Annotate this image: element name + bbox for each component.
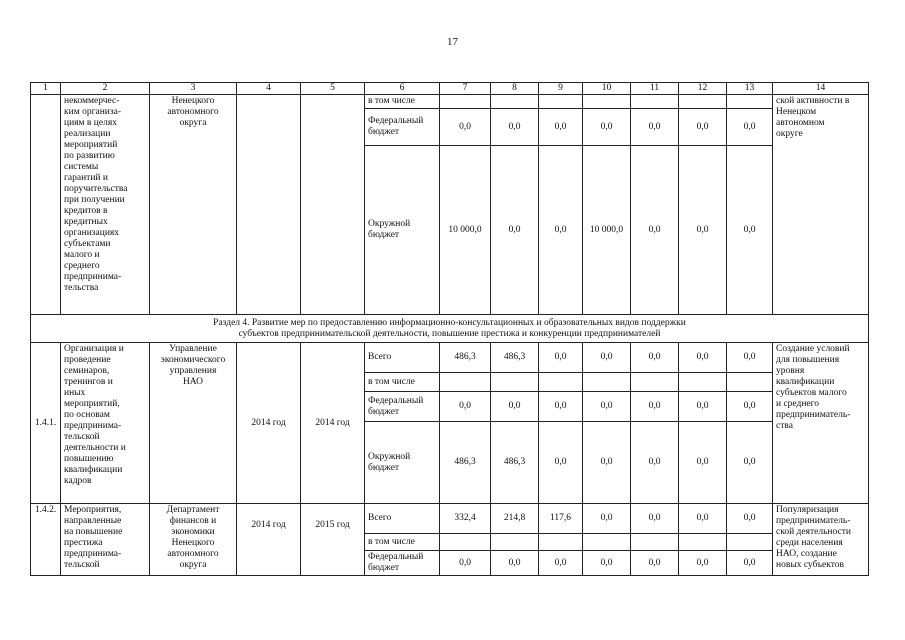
value-cell: 0,0 [631, 109, 679, 146]
funding-source: Всего [365, 343, 440, 373]
column-number-row [31, 83, 869, 95]
executor: Управление экономического управления НАО [150, 343, 237, 504]
column-header: 9 [539, 83, 583, 95]
value-cell: 0,0 [679, 146, 727, 315]
value-cell: 0,0 [679, 422, 727, 504]
value-cell: 0,0 [583, 504, 631, 534]
column-header: 12 [679, 83, 727, 95]
value-cell [583, 373, 631, 392]
value-cell [539, 373, 583, 392]
value-cell [440, 534, 491, 551]
value-cell: 0,0 [631, 392, 679, 422]
value-cell: 0,0 [727, 504, 773, 534]
end-year: 2014 год [301, 343, 365, 504]
value-cell: 0,0 [583, 422, 631, 504]
value-cell: 486,3 [491, 422, 539, 504]
funding-source: в том числе [365, 95, 440, 109]
value-cell: 0,0 [539, 392, 583, 422]
column-header: 11 [631, 83, 679, 95]
column-header: 10 [583, 83, 631, 95]
value-cell: 486,3 [491, 343, 539, 373]
table-row [31, 504, 869, 534]
value-cell: 0,0 [679, 109, 727, 146]
value-cell: 0,0 [491, 392, 539, 422]
column-header: 7 [440, 83, 491, 95]
column-header: 1 [31, 83, 61, 95]
value-cell: 0,0 [583, 343, 631, 373]
section-row [31, 315, 869, 343]
funding-source: Федеральный бюджет [365, 109, 440, 146]
start-year: 2014 год [237, 343, 301, 504]
expected-result: ской активности в Ненецком автономном округе [773, 95, 869, 315]
column-header: 3 [150, 83, 237, 95]
value-cell [491, 373, 539, 392]
value-cell: 0,0 [491, 109, 539, 146]
value-cell [631, 373, 679, 392]
value-cell: 0,0 [440, 109, 491, 146]
column-header: 6 [365, 83, 440, 95]
value-cell: 0,0 [539, 109, 583, 146]
value-cell: 0,0 [679, 551, 727, 576]
value-cell: 0,0 [631, 146, 679, 315]
value-cell [679, 95, 727, 109]
value-cell: 0,0 [631, 504, 679, 534]
value-cell: 214,8 [491, 504, 539, 534]
value-cell [727, 534, 773, 551]
value-cell: 332,4 [440, 504, 491, 534]
executor: Департамент финансов и экономики Ненецкого автономного округа [150, 504, 237, 576]
value-cell: 0,0 [727, 109, 773, 146]
value-cell: 0,0 [539, 551, 583, 576]
value-cell: 0,0 [727, 422, 773, 504]
column-header: 2 [61, 83, 150, 95]
value-cell: 0,0 [491, 551, 539, 576]
value-cell: 0,0 [679, 392, 727, 422]
funding-source: Окружной бюджет [365, 146, 440, 315]
value-cell [727, 95, 773, 109]
row-number: 1.4.2. [31, 504, 61, 576]
funding-source: Федеральный бюджет [365, 392, 440, 422]
value-cell [679, 373, 727, 392]
value-cell: 0,0 [583, 551, 631, 576]
value-cell: 0,0 [631, 422, 679, 504]
value-cell [539, 534, 583, 551]
measure-name: Мероприятия, направленные на повышение престижа предпринима- тельской [61, 504, 150, 576]
value-cell: 0,0 [679, 343, 727, 373]
value-cell: 0,0 [539, 343, 583, 373]
value-cell [631, 534, 679, 551]
value-cell: 0,0 [727, 551, 773, 576]
row-number: 1.4.1. [31, 343, 61, 504]
program-table [30, 82, 869, 576]
value-cell: 0,0 [679, 504, 727, 534]
executor: Ненецкого автономного округа [150, 95, 237, 315]
end-year: 2015 год [301, 504, 365, 576]
column-header: 5 [301, 83, 365, 95]
value-cell [679, 534, 727, 551]
value-cell: 10 000,0 [583, 146, 631, 315]
table-row [31, 95, 869, 109]
funding-source: в том числе [365, 373, 440, 392]
value-cell [539, 95, 583, 109]
value-cell: 0,0 [583, 109, 631, 146]
value-cell: 0,0 [440, 551, 491, 576]
start-year: 2014 год [237, 504, 301, 576]
column-header: 14 [773, 83, 869, 95]
value-cell [583, 95, 631, 109]
funding-source: Всего [365, 504, 440, 534]
value-cell: 0,0 [440, 392, 491, 422]
value-cell: 0,0 [491, 146, 539, 315]
value-cell [727, 373, 773, 392]
measure-name: некоммерчес- ким организа- циям в целях реализации мероприятий по развитию системы гарантий и поручительства при получении кредитов в кредитных организациях субъектами малого и среднего предпринима- тельства [61, 95, 150, 315]
value-cell: 10 000,0 [440, 146, 491, 315]
value-cell: 0,0 [583, 392, 631, 422]
column-header: 13 [727, 83, 773, 95]
value-cell [491, 534, 539, 551]
expected-result: Создание условий для повышения уровня квалификации субъектов малого и среднего предприниматель- ства [773, 343, 869, 504]
section-title: Раздел 4. Развитие мер по предоставлению информационно-консультационных и образовательных видов поддержки субъектов предпринимательской деятельности, повышение престижа и конкуренции предпринимателей [31, 315, 869, 343]
column-header: 4 [237, 83, 301, 95]
table-row [31, 343, 869, 373]
value-cell: 0,0 [727, 146, 773, 315]
value-cell: 486,3 [440, 343, 491, 373]
value-cell: 0,0 [727, 392, 773, 422]
column-header: 8 [491, 83, 539, 95]
value-cell: 0,0 [539, 146, 583, 315]
expected-result: Популяризация предприниматель- ской деятельности среди населения НАО, создание новых субъектов [773, 504, 869, 576]
value-cell [440, 95, 491, 109]
measure-name: Организация и проведение семинаров, тренингов и иных мероприятий, по основам предпринима- тельской деятельности и повышению квалификации кадров [61, 343, 150, 504]
value-cell: 0,0 [727, 343, 773, 373]
funding-source: в том числе [365, 534, 440, 551]
value-cell: 0,0 [631, 343, 679, 373]
value-cell [440, 373, 491, 392]
value-cell [583, 534, 631, 551]
funding-source: Федеральный бюджет [365, 551, 440, 576]
value-cell: 0,0 [539, 422, 583, 504]
value-cell: 117,6 [539, 504, 583, 534]
value-cell: 0,0 [631, 551, 679, 576]
value-cell: 486,3 [440, 422, 491, 504]
funding-source: Окружной бюджет [365, 422, 440, 504]
value-cell [491, 95, 539, 109]
page-number: 17 [447, 36, 458, 48]
value-cell [631, 95, 679, 109]
